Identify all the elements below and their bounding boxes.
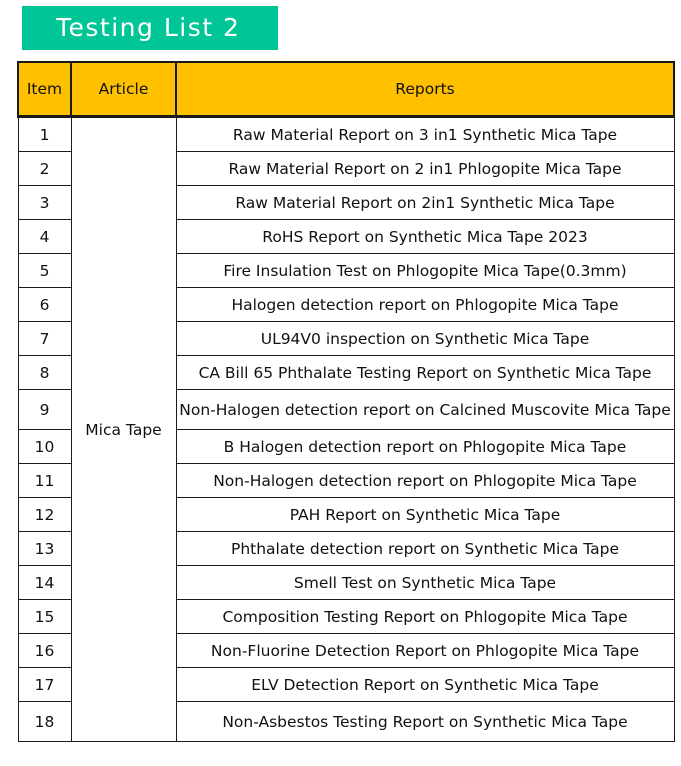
report-name: PAH Report on Synthetic Mica Tape [176, 498, 674, 532]
report-name: Fire Insulation Test on Phlogopite Mica Tape(0.3mm) [176, 254, 674, 288]
report-name: Non-Asbestos Testing Report on Synthetic Mica Tape [176, 702, 674, 742]
report-name: Composition Testing Report on Phlogopite Mica Tape [176, 600, 674, 634]
report-name: Phthalate detection report on Synthetic Mica Tape [176, 532, 674, 566]
item-number: 15 [18, 600, 71, 634]
testing-list-table [17, 61, 675, 742]
report-name: Smell Test on Synthetic Mica Tape [176, 566, 674, 600]
report-name: CA Bill 65 Phthalate Testing Report on Synthetic Mica Tape [176, 356, 674, 390]
item-number: 16 [18, 634, 71, 668]
article-cell: Mica Tape [71, 117, 176, 742]
item-number: 7 [18, 322, 71, 356]
item-number: 9 [18, 390, 71, 430]
item-number: 17 [18, 668, 71, 702]
item-number: 13 [18, 532, 71, 566]
item-number: 5 [18, 254, 71, 288]
report-name: ELV Detection Report on Synthetic Mica Tape [176, 668, 674, 702]
table-row [18, 117, 674, 152]
item-number: 10 [18, 430, 71, 464]
report-name: Non-Halogen detection report on Calcined Muscovite Mica Tape [176, 390, 674, 430]
item-number: 11 [18, 464, 71, 498]
report-name: Non-Halogen detection report on Phlogopite Mica Tape [176, 464, 674, 498]
report-name: Non-Fluorine Detection Report on Phlogopite Mica Tape [176, 634, 674, 668]
report-name: Raw Material Report on 3 in1 Synthetic Mica Tape [176, 117, 674, 152]
report-name: RoHS Report on Synthetic Mica Tape 2023 [176, 220, 674, 254]
page-title: Testing List 2 [22, 6, 278, 50]
item-number: 14 [18, 566, 71, 600]
report-name: Raw Material Report on 2 in1 Phlogopite Mica Tape [176, 152, 674, 186]
item-number: 18 [18, 702, 71, 742]
report-name: Raw Material Report on 2in1 Synthetic Mica Tape [176, 186, 674, 220]
item-number: 12 [18, 498, 71, 532]
header-reports: Reports [176, 62, 674, 117]
header-article: Article [71, 62, 176, 117]
item-number: 6 [18, 288, 71, 322]
table-header-row [18, 62, 674, 117]
report-name: Halogen detection report on Phlogopite Mica Tape [176, 288, 674, 322]
item-number: 1 [18, 117, 71, 152]
header-item: Item [18, 62, 71, 117]
item-number: 2 [18, 152, 71, 186]
item-number: 8 [18, 356, 71, 390]
report-name: B Halogen detection report on Phlogopite Mica Tape [176, 430, 674, 464]
report-name: UL94V0 inspection on Synthetic Mica Tape [176, 322, 674, 356]
item-number: 4 [18, 220, 71, 254]
item-number: 3 [18, 186, 71, 220]
